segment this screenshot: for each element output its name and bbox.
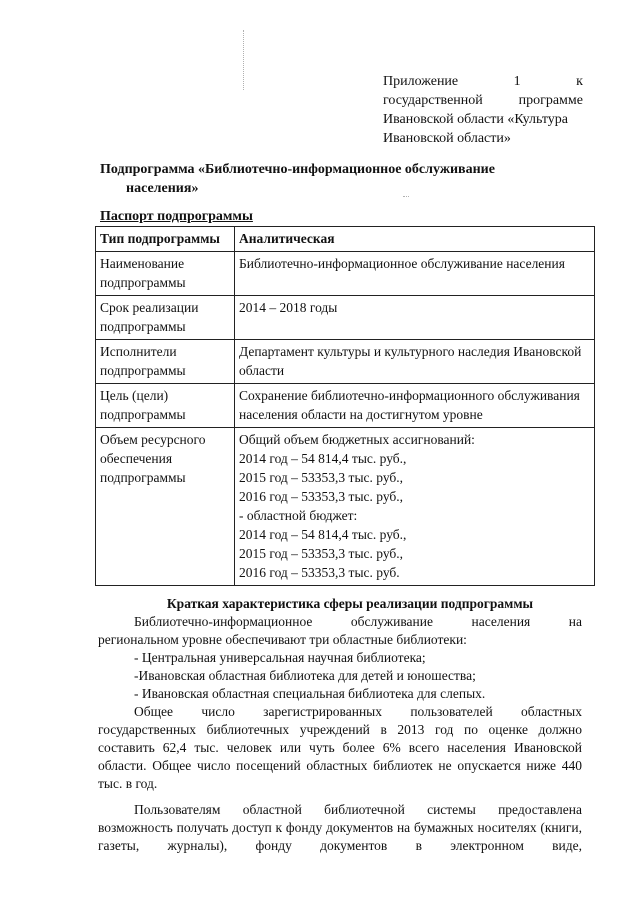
passport-value-line: Сохранение библиотечно-информационного обслуживания населения области на достигнутом уровне [239,388,580,422]
passport-value-line: 2014 год – 54 814,4 тыс. руб., [239,527,407,542]
appendix-word: Приложение [383,74,459,89]
passport-title: Паспорт подпрограммы [100,209,253,224]
passport-value-line: - областной бюджет: [239,508,358,523]
passport-value [235,384,595,428]
subprogram-title [100,160,600,198]
passport-label: Срок реализации подпрограммы [96,296,235,340]
section-body [98,595,582,855]
passport-value [235,428,595,586]
list-item: - Ивановская областная специальная библиотека для слепых. [134,686,486,701]
section-heading: Краткая характеристика сферы реализации подпрограммы [166,596,534,611]
passport-value-line: Общий объем бюджетных ассигнований: [239,432,475,447]
passport-label: Исполнители подпрограммы [96,340,235,384]
passport-label: Тип подпрограммы [96,227,235,252]
passport-value-line: 2016 год – 53353,3 тыс. руб., [239,489,404,504]
list-item: -Ивановская областная библиотека для детей и юношества; [134,668,476,683]
appendix-line2-b: программе [518,93,583,108]
passport-row [96,428,595,586]
paragraph-users: Общее число зарегистрированных пользователей областных государственных библиотечных учреждений в 2013 год по оценке должно составить 62,4 тыс. человек или чуть более 6% всего населения Ивановской области. Общее число посещений областных библиотек не опускается ниже 440 тыс. в год. [98,704,582,791]
passport-label: Цель (цели) подпрограммы [96,384,235,428]
passport-label: Наименование подпрограммы [96,252,235,296]
appendix-line4: Ивановской области» [383,131,511,146]
appendix-line2-a: государственной [383,93,483,108]
passport-value-line: Аналитическая [239,231,335,246]
appendix-header [383,72,583,148]
passport-table [95,226,595,586]
scan-artifact [243,30,246,90]
passport-row [96,227,595,252]
passport-value-line: Библиотечно-информационное обслуживание населения [239,256,565,271]
passport-value [235,340,595,384]
appendix-line3: Ивановской области «Культура [383,112,569,127]
passport-value [235,227,595,252]
paragraph-access: Пользователям областной библиотечной системы предоставлена возможность получать доступ к фонду документов на бумажных носителях (книги, газеты, журналы), фонду документов в электронном виде, [98,802,582,853]
passport-row [96,340,595,384]
passport-row [96,384,595,428]
subprogram-title-line1: Подпрограмма «Библиотечно-информационное обслуживание [100,162,495,177]
appendix-k: к [576,74,583,89]
passport-row [96,252,595,296]
intro-line2: региональном уровне обеспечивают три областные библиотеки: [98,632,467,647]
passport-value-line: Департамент культуры и культурного наследия Ивановской области [239,344,582,378]
passport-value [235,296,595,340]
passport-value [235,252,595,296]
passport-value-line: 2014 год – 54 814,4 тыс. руб., [239,451,407,466]
passport-value-line: 2015 год – 53353,3 тыс. руб., [239,546,404,561]
subprogram-title-line2: населения» [126,181,199,196]
intro-line1: Библиотечно-информационное обслуживание населения на [134,614,582,629]
list-item: - Центральная универсальная научная библиотека; [134,650,426,665]
passport-value-line: 2015 год – 53353,3 тыс. руб., [239,470,404,485]
passport-label: Объем ресурсного обеспечения подпрограммы [96,428,235,586]
passport-value-line: 2016 год – 53353,3 тыс. руб. [239,565,400,580]
passport-row [96,296,595,340]
passport-value-line: 2014 – 2018 годы [239,300,338,315]
appendix-number: 1 [513,74,521,89]
